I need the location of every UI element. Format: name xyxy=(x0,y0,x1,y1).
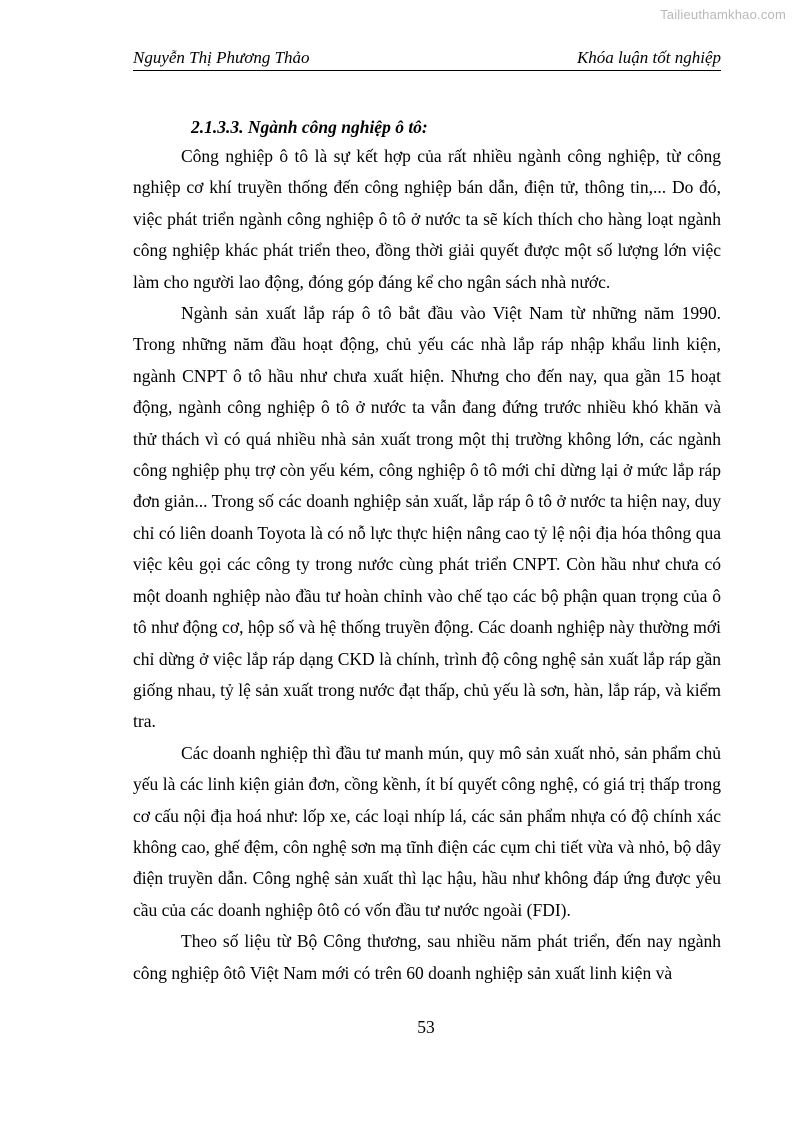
page-header xyxy=(133,48,721,71)
watermark-text: Tailieuthamkhao.com xyxy=(660,7,786,22)
paragraph: Ngành sản xuất lắp ráp ô tô bắt đầu vào Việt Nam từ những năm 1990. Trong những năm đầu hoạt động, chủ yếu các nhà lắp ráp nhập khẩu linh kiện, ngành CNPT ô tô hầu như chưa xuất hiện. Nhưng cho đến nay, qua gần 15 hoạt động, ngành công nghiệp ô tô ở nước ta vẫn đang đứng trước nhiều khó khăn và thử thách vì có quá nhiều nhà sản xuất trong một thị trường không lớn, các ngành công nghiệp phụ trợ còn yếu kém, công nghiệp ô tô mới chỉ dừng lại ở mức lắp ráp đơn giản... Trong số các doanh nghiệp sản xuất, lắp ráp ô tô ở nước ta hiện nay, duy chỉ có liên doanh Toyota là có nỗ lực thực hiện nâng cao tỷ lệ nội địa hóa thông qua việc kêu gọi các công ty trong nước cùng phát triển CNPT. Còn hầu như chưa có một doanh nghiệp nào đầu tư hoàn chỉnh vào chế tạo các bộ phận quan trọng của ô tô như động cơ, hộp số và hệ thống truyền động. Các doanh nghiệp này thường mới chỉ dừng ở việc lắp ráp dạng CKD là chính, trình độ công nghệ sản xuất lắp ráp gần giống nhau, tỷ lệ sản xuất trong nước đạt thấp, chủ yếu là sơn, hàn, lắp ráp, và kiểm tra. xyxy=(133,303,721,732)
page-body xyxy=(133,113,721,989)
page-number: 53 xyxy=(417,1017,435,1037)
header-doc-type: Khóa luận tốt nghiệp xyxy=(576,48,721,67)
paragraph: Công nghiệp ô tô là sự kết hợp của rất nhiều ngành công nghiệp, từ công nghiệp cơ khí truyền thống đến công nghiệp bán dẫn, điện tử, thông tin,... Do đó, việc phát triển ngành công nghiệp ô tô ở nước ta sẽ kích thích cho hàng loạt ngành công nghiệp khác phát triển theo, đồng thời giải quyết được một số lượng lớn việc làm cho người lao động, đóng góp đáng kể cho ngân sách nhà nước. xyxy=(133,146,721,292)
section-title: 2.1.3.3. Ngành công nghiệp ô tô: xyxy=(191,117,428,137)
paragraph: Theo số liệu từ Bộ Công thương, sau nhiều năm phát triển, đến nay ngành công nghiệp ôtô Việt Nam mới có trên 60 doanh nghiệp sản xuất linh kiện và xyxy=(133,931,721,983)
paragraph: Các doanh nghiệp thì đầu tư manh mún, quy mô sản xuất nhỏ, sản phẩm chủ yếu là các linh kiện giản đơn, cồng kềnh, ít bí quyết công nghệ, có giá trị thấp trong cơ cấu nội địa hoá như: lốp xe, các loại nhíp lá, các sản phẩm nhựa có độ chính xác không cao, ghế đệm, côn nghệ sơn mạ tĩnh điện các cụm chi tiết vừa và nhỏ, bộ dây điện truyền dẫn. Công nghệ sản xuất thì lạc hậu, hầu như không đáp ứng được yêu cầu của các doanh nghiệp ôtô có vốn đầu tư nước ngoài (FDI). xyxy=(133,742,721,920)
header-author: Nguyễn Thị Phương Thảo xyxy=(133,48,310,67)
